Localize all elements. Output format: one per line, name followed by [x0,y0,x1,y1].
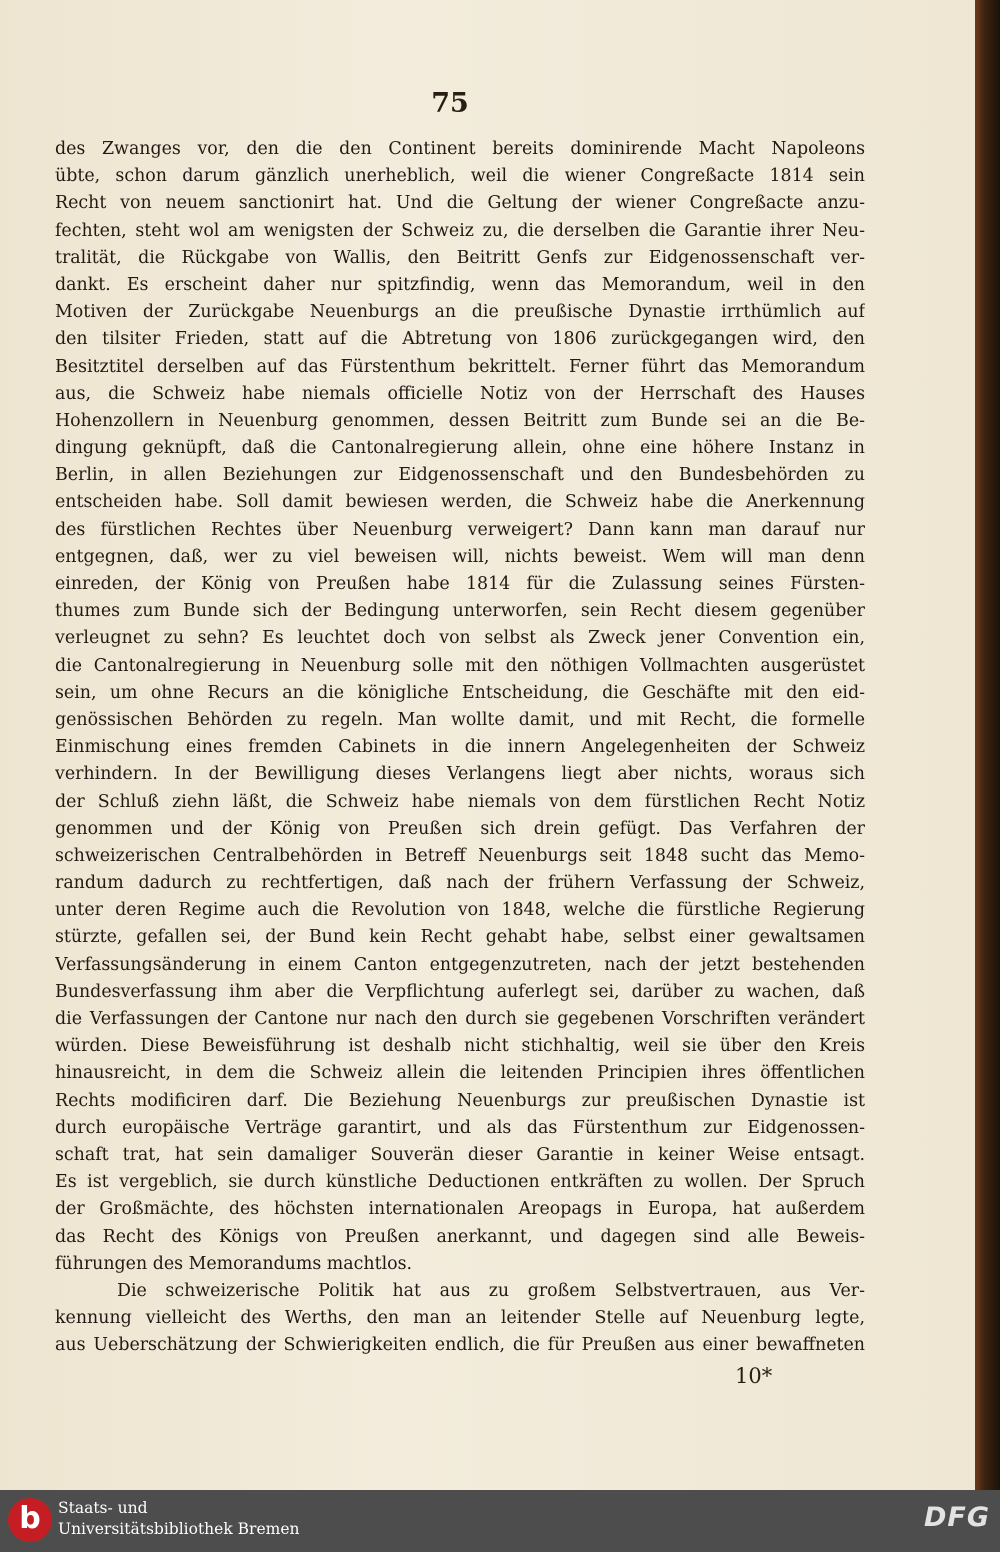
text-line: Besitztitel derselben auf das Fürstenthum bekrittelt. Ferner führt das Memorandum [55,356,865,377]
text-line: genommen und der König von Preußen sich drein gefügt. Das Verfahren der [55,818,865,839]
text-line: Es ist vergeblich, sie durch künstliche Deductionen entkräften zu wollen. Der Spruch [55,1172,865,1193]
text-line: des fürstlichen Rechtes über Neuenburg verweigert? Dann kann man darauf nur [55,519,865,540]
text-line: der Großmächte, des höchsten internationalen Areopags in Europa, hat außerdem [55,1199,865,1220]
dfg-logo[interactable]: DFG [923,1502,990,1533]
text-line: aus, die Schweiz habe niemals officielle Notiz von der Herrschaft des Hauses [55,383,865,404]
text-line: kennung vielleicht des Werths, den man an leitender Stelle auf Neuenburg legte, [55,1308,865,1329]
page-number: 75 [431,88,469,119]
text-line: stürzte, gefallen sei, der Bund kein Recht gehabt habe, selbst einer gewaltsamen [55,927,865,948]
library-name-line: Staats- und [58,1499,148,1517]
text-line: durch europäische Verträge garantirt, und als das Fürstenthum zur Eidgenossen- [55,1117,865,1138]
library-name-line: Universitätsbibliothek Bremen [58,1520,300,1538]
text-line: fechten, steht wol am wenigsten der Schweiz zu, die derselben die Garantie ihrer Neu- [55,220,865,241]
text-line: übte, schon darum gänzlich unerheblich, weil die wiener Congreßacte 1814 sein [55,166,865,187]
text-line: aus Ueberschätzung der Schwierigkeiten endlich, die für Preußen aus einer bewaffneten [55,1335,865,1356]
text-line: Einmischung eines fremden Cabinets in die innern Angelegenheiten der Schweiz [55,737,865,758]
text-line: sein, um ohne Recurs an die königliche Entscheidung, die Geschäfte mit den eid- [55,682,865,703]
text-line: die Verfassungen der Cantone nur nach den durch sie gegebenen Vorschriften verändert [55,1009,865,1029]
text-line: Hohenzollern in Neuenburg genommen, dessen Beitritt zum Bunde sei an die Be- [55,410,865,431]
text-line: Motiven der Zurückgabe Neuenburgs an die preußische Dynastie irrthümlich auf [55,302,865,323]
text-line: hinausreicht, in dem die Schweiz allein die leitenden Principien ihres öffentlichen [55,1063,865,1084]
text-line: führungen des Memorandums machtlos. [55,1253,413,1274]
text-line: Berlin, in allen Beziehungen zur Eidgenossenschaft und den Bundesbehörden zu [55,465,865,486]
library-logo-icon[interactable]: b [8,1498,52,1542]
text-line: Rechts modificiren darf. Die Beziehung Neuenburgs zur preußischen Dynastie ist [55,1090,865,1111]
text-line: dankt. Es erscheint daher nur spitzfindig, wenn das Memorandum, weil in den [55,274,865,295]
text-line: die Cantonalregierung in Neuenburg solle mit den nöthigen Vollmachten ausgerüstet [55,655,865,676]
text-line: entscheiden habe. Soll damit bewiesen werden, die Schweiz habe die Anerkennung [55,492,865,513]
text-line: schaft trat, hat sein damaliger Souverän dieser Garantie in keiner Weise entsagt. [55,1144,865,1165]
text-line: tralität, die Rückgabe von Wallis, den Beitritt Genfs zur Eidgenossenschaft ver- [55,247,865,268]
library-name[interactable] [58,1498,299,1540]
text-line: unter deren Regime auch die Revolution von 1848, welche die fürstliche Regierung [55,900,865,921]
text-line: Bundesverfassung ihm aber die Verpflichtung auferlegt sei, darüber zu wachen, daß [55,981,865,1002]
text-line: verleugnet zu sehn? Es leuchtet doch von selbst als Zweck jener Convention ein, [55,628,865,649]
page-edge [975,0,1000,1490]
text-line: Die schweizerische Politik hat aus zu großem Selbstvertrauen, aus Ver- [117,1280,865,1301]
signature-mark: 10* [735,1364,773,1388]
text-line: einreden, der König von Preußen habe 1814 für die Zulassung seines Fürsten- [55,574,865,594]
text-line: thumes zum Bunde sich der Bedingung unterworfen, sein Recht diesem gegenüber [55,601,865,622]
text-line: das Recht des Königs von Preußen anerkannt, und dagegen sind alle Beweis- [55,1226,865,1247]
body-text [55,136,865,1359]
text-line: schweizerischen Centralbehörden in Betreff Neuenburgs seit 1848 sucht das Memo- [55,845,865,866]
text-line: würden. Diese Beweisführung ist deshalb nicht stichhaltig, weil sie über den Kreis [55,1036,865,1057]
text-line: des Zwanges vor, den die den Continent bereits dominirende Macht Napoleons [55,139,865,159]
text-line: Recht von neuem sanctionirt hat. Und die Geltung der wiener Congreßacte anzu- [55,193,865,214]
viewer-footer [0,1490,1000,1552]
text-line: randum dadurch zu rechtfertigen, daß nach der frühern Verfassung der Schweiz, [55,873,865,894]
text-line: Verfassungsänderung in einem Canton entgegenzutreten, nach der jetzt bestehenden [55,954,865,975]
text-line: verhindern. In der Bewilligung dieses Verlangens liegt aber nichts, woraus sich [55,764,865,785]
text-line: dingung geknüpft, daß die Cantonalregierung allein, ohne eine höhere Instanz in [55,438,865,459]
text-line: genössischen Behörden zu regeln. Man wollte damit, und mit Recht, die formelle [55,709,865,730]
text-line: entgegnen, daß, wer zu viel beweisen will, nichts beweist. Wem will man denn [55,546,865,567]
text-line: der Schluß ziehn läßt, die Schweiz habe niemals von dem fürstlichen Recht Notiz [55,791,865,812]
text-line: den tilsiter Frieden, statt auf die Abtretung von 1806 zurückgegangen wird, den [55,329,865,350]
